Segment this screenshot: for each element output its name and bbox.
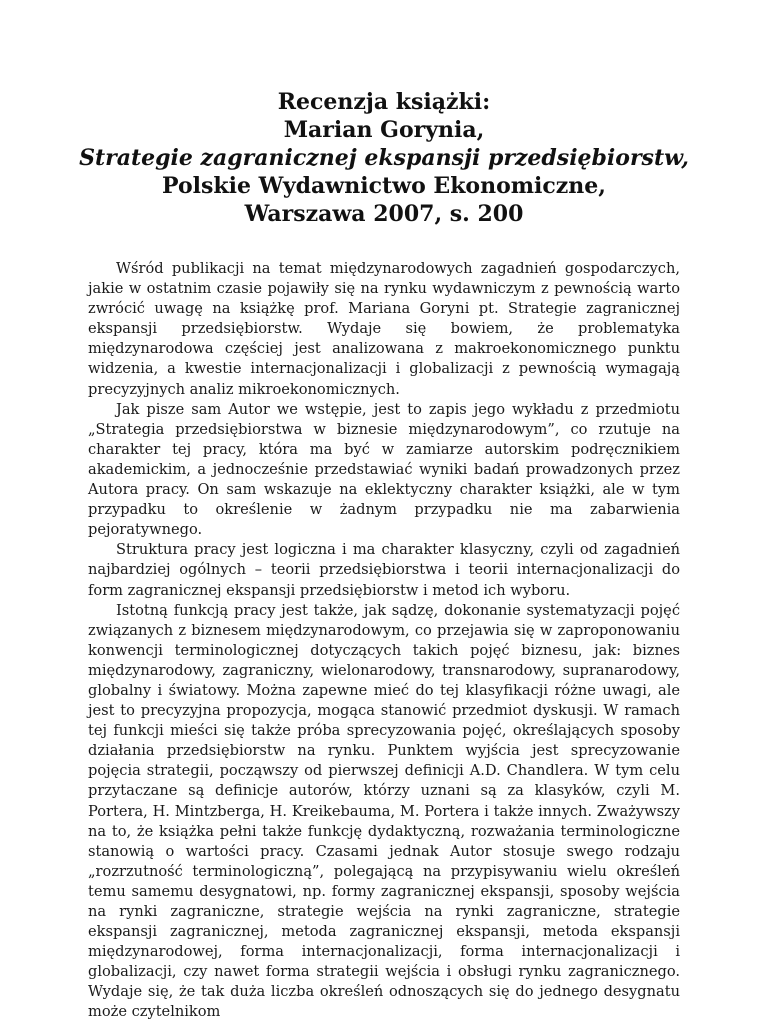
review-title-block (0, 88, 768, 228)
book-place-year-pages: Warszawa 2007, s. 200 (244, 201, 524, 227)
book-title: Strategie zagranicznej ekspansji przedsiębiorstw, (79, 145, 689, 171)
body-paragraph-2: Jak pisze sam Autor we wstępie, jest to zapis jego wykładu z przedmiotu „Strategia przedsiębiorstwa w biznesie międzynarodowym”, co rzutuje na charakter tej pracy, która ma być w zamiarze autorskim podręcznikiem akademickim, a jednocześnie przedstawiać wyniki badań prowadzonych przez Autora pracy. On sam wskazuje na eklektyczny charakter książki, ale w tym przypadku to określenie w żadnym przypadku nie ma zabarwienia pejoratywnego. (88, 400, 680, 539)
body-paragraph-3: Struktura pracy jest logiczna i ma charakter klasyczny, czyli od zagadnień najbardziej ogólnych – teorii przedsiębiorstwa i teorii internacjonalizacji do form zagranicznej ekspansji przedsiębiorstw i metod ich wyboru. (88, 541, 680, 599)
book-author: Marian Gorynia, (283, 117, 485, 143)
book-publisher: Polskie Wydawnictwo Ekonomiczne, (162, 173, 606, 199)
review-heading: Recenzja książki: (277, 89, 491, 115)
body-paragraph-4: Istotną funkcją pracy jest także, jak sądzę, dokonanie systematyzacji pojęć związanych z biznesem międzynarodowym, co przejawia się w zaproponowaniu konwencji terminologicznej dotyczących takich pojęć biznesu, jak: biznes międzynarodowy, zagraniczny, wielonarodowy, transnarodowy, supranarodowy, globalny i światowy. Można zapewne mieć do tej klasyfikacji różne uwagi, ale jest to precyzyjna propozycja, mogąca stanowić przedmiot dyskusji. W ramach tej funkcji mieści się także próba sprecyzowania pojęć, określających sposoby działania przedsiębiorstw na rynku. Punktem wyjścia jest sprecyzowanie pojęcia strategii, począwszy od pierwszej definicji A.D. Chandlera. W tym celu przytaczane są definicje autorów, którzy uznani są za klasyków, czyli M. Portera, H. Mintzberga, H. Kreikebauma, M. Portera i także innych. Zważywszy na to, że książka pełni także funkcję dydaktyczną, rozważania terminologiczne stanowią o wartości pracy. Czasami jednak Autor stosuje swego rodzaju „rozrzutność terminologiczną”, polegającą na przypisywaniu wielu określeń temu samemu desygnatowi, np. formy zagranicznej ekspansji, sposoby wejścia na rynki zagraniczne, strategie wejścia na rynki zagraniczne, strategie ekspansji zagranicznej, metoda zagranicznej ekspansji, metoda ekspansji międzynarodowej, forma internacjonalizacji, forma internacjonalizacji i globalizacji, czy nawet forma strategii wejścia i obsługi rynku zagranicznego. Wydaje się, że tak duża liczba określeń odnoszących się do jednego desygnatu może czytelnikom (88, 601, 680, 1021)
body-paragraph-1: Wśród publikacji na temat międzynarodowych zagadnień gospodarczych, jakie w ostatnim czasie pojawiły się na rynku wydawniczym z pewnością warto zwrócić uwagę na książkę prof. Mariana Goryni pt. Strategie zagranicznej ekspansji przedsiębiorstw. Wydaje się bowiem, że problematyka międzynarodowa częściej jest analizowana z makroekonomicznego punktu widzenia, a kwestie internacjonalizacji i globalizacji z pewnością wymagają precyzyjnych analiz mikroekonomicznych. (88, 260, 680, 398)
review-body (88, 259, 680, 1023)
